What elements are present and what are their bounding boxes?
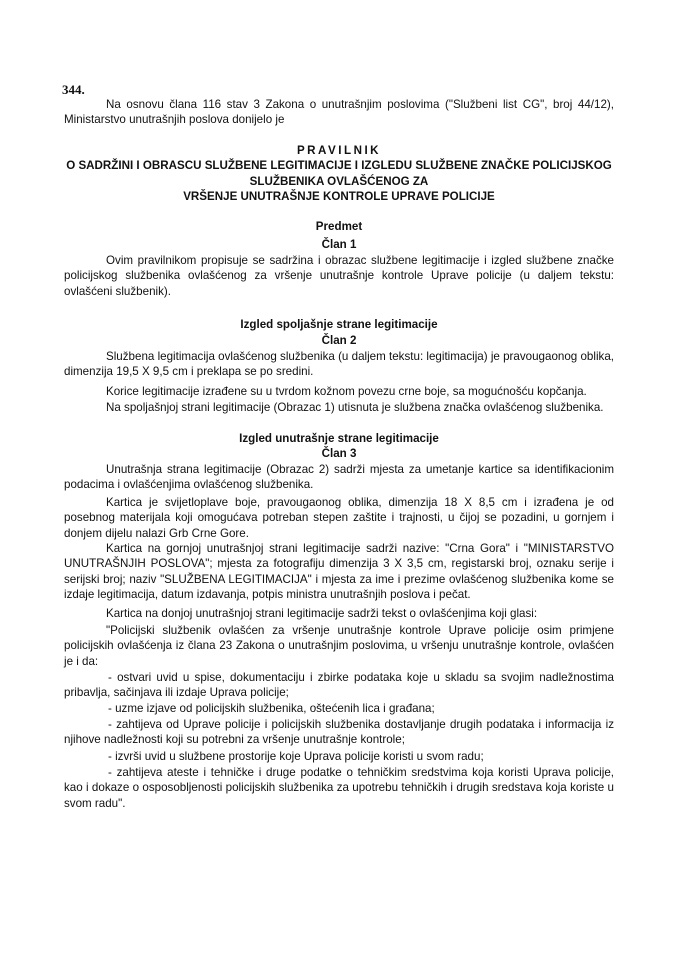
section2-paragraph-2: Korice legitimacije izrađene su u tvrdom kožnom povezu crne boje, sa mogućnošću kopčanja. (106, 385, 587, 398)
list-item: - uzme izjave od policijskih službenika, oštećenih lica i građana; (108, 702, 435, 715)
section2-heading: Izgled spoljašnje strane legitimacije (240, 318, 438, 331)
list-item: - ostvari uvid u spise, dokumentaciju i zbirke podataka koje u skladu sa svojim nadležnostima pribavlja, sačinjava ili izdaje Uprava policije; (64, 671, 614, 700)
list-item: - zahtijeva ateste i tehničke i druge podatke o tehničkim sredstvima koja koristi Uprava policije, kao i dokaze o osposobljenosti policijskih službenika za upotrebu tehničkih i drugih sredstava koja koriste u svom radu". (64, 766, 614, 810)
section1-paragraph: Ovim pravilnikom propisuje se sadržina i obrazac službene legitimacije i izgled službene značke policijskog službenika ovlašćenog za vršenje unutrašnje kontrole Uprave policije (u daljem tekstu: ovlašćeni službenik). (64, 254, 614, 298)
document-subtitle-line1: O SADRŽINI I OBRASCU SLUŽBENE LEGITIMACIJE I IZGLEDU SLUŽBENE ZNAČKE POLICIJSKOG (66, 159, 612, 172)
document-title: PRAVILNIK (296, 144, 382, 157)
section1-article: Član 1 (321, 238, 357, 251)
document-subtitle-line3: VRŠENJE UNUTRAŠNJE KONTROLE UPRAVE POLICIJE (183, 190, 495, 203)
section3-paragraph-5: "Policijski službenik ovlašćen za vršenje unutrašnje kontrole Uprave policije osim primjene policijskih ovlašćenja iz člana 23 Zakona o unutrašnjim poslovima, u vršenju unutrašnje kontrole, ovlašćen je i da: (64, 624, 614, 668)
document-subtitle-line2: SLUŽBENIKA OVLAŠĆENOG ZA (249, 175, 429, 188)
section3-heading: Izgled unutrašnje strane legitimacije (239, 432, 439, 445)
list-item: - zahtijeva od Uprave policije i policijskih službenika dostavljanje drugih podataka i informacija iz njihove nadležnosti koji su potrebni za vršenje unutrašnje kontrole; (64, 718, 614, 747)
section2-paragraph-3: Na spoljašnjoj strani legitimacije (Obrazac 1) utisnuta je službena značka ovlašćenog službenika. (106, 401, 604, 414)
section2-article: Član 2 (321, 334, 357, 347)
section1-heading: Predmet (315, 220, 363, 233)
section3-paragraph-4: Kartica na donjoj unutrašnjoj strani legitimacije sadrži tekst o ovlašćenjima koji glasi: (106, 607, 538, 620)
document-number: 344. (62, 82, 85, 97)
list-item: - izvrši uvid u službene prostorije koje Uprava policije koristi u svom radu; (108, 750, 484, 763)
section3-paragraph-1: Unutrašnja strana legitimacije (Obrazac 2) sadrži mjesta za umetanje kartice sa identifikacionim podacima i ovlašćenjima ovlašćenog službenika. (64, 463, 614, 492)
section3-paragraph-3: Kartica na gornjoj unutrašnjoj strani legitimacije sadrži nazive: "Crna Gora" i "MINISTARSTVO UNUTRAŠNJIH POSLOVA"; mjesta za fotografiju dimenzija 3 X 3,5 cm, registarski broj, oznaku serije i serijski broj; naziv "SLUŽBENA LEGITIMACIJA" i mjesta za ime i prezime ovlašćenog službenika kome se izdaje legitimacija, datum izdavanja, potpis ministra unutrašnjih poslova i pečat. (64, 542, 614, 601)
section2-paragraph-1: Službena legitimacija ovlašćenog službenika (u daljem tekstu: legitimacija) je pravougaonog oblika, dimenzija 19,5 X 9,5 cm i preklapa se po sredini. (64, 350, 614, 379)
section3-article: Član 3 (321, 447, 357, 460)
section3-paragraph-2: Kartica je svijetloplave boje, pravougaonog oblika, dimenzija 18 X 8,5 cm i izrađena je od posebnog materijala koji omogućava potreban stepen zaštite i trajnosti, u čijoj se pozadini, u gornjem i donjem dijelu nalazi Grb Crne Gore. (64, 496, 614, 540)
intro-paragraph: Na osnovu člana 116 stav 3 Zakona o unutrašnjim poslovima ("Službeni list CG", broj 44/12), Ministarstvo unutrašnjih poslova donijelo je (64, 98, 614, 127)
